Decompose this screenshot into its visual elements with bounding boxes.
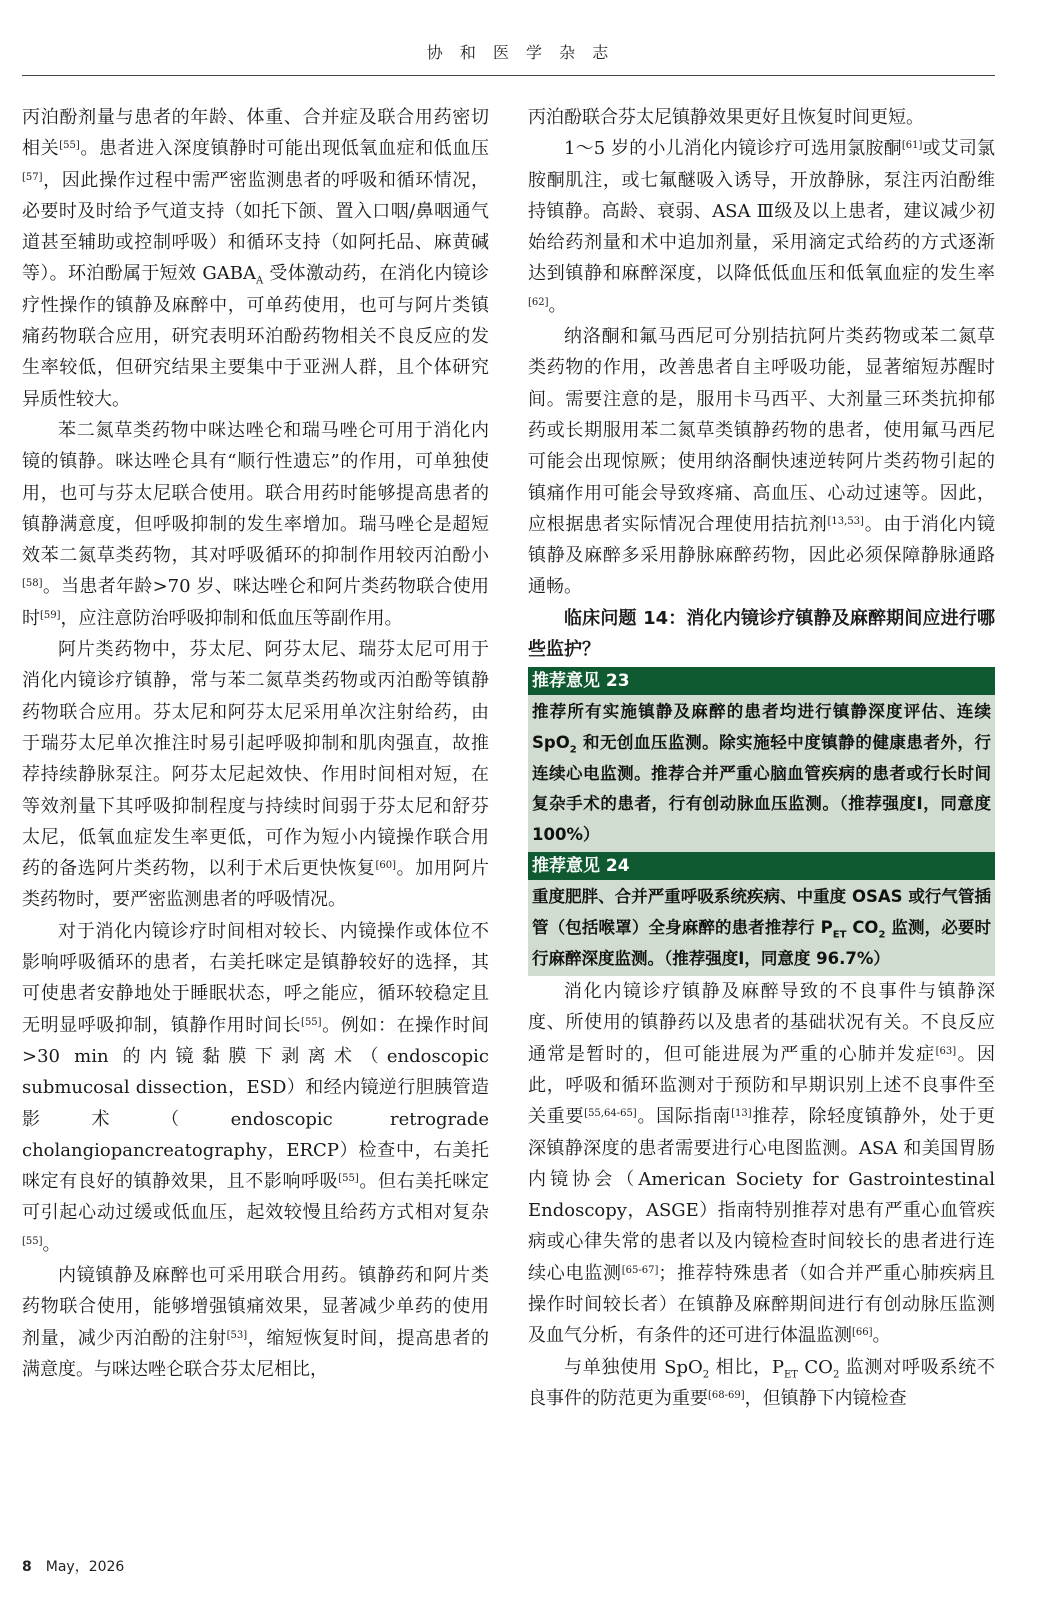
- paragraph: 消化内镜诊疗镇静及麻醉导致的不良事件与镇静深度、所使用的镇静药以及患者的基础状况有关。不良反应通常是暂时的，但可能进展为严重的心肺并发症[63]。因此，呼吸和循环监测对于预防和早期识别上述不良事件至关重要[55,64-65]。国际指南[13]推荐，除轻度镇静外，处于更深镇静深度的患者需要进行心电图监测。ASA 和美国胃肠内镜协会（American Society for Gastrointestinal Endoscopy，ASGE）指南特别推荐对患有严重心血管疾病或心律失常的患者以及内镜检查时间较长的患者进行连续心电监测[65-67]；推荐特殊患者（如合并严重心肺疾病且操作时间较长者）在镇静及麻醉期间进行有创动脉压监测及血气分析，有条件的还可进行体温监测[66]。: [528, 981, 996, 1347]
- citation: [57]: [22, 171, 43, 183]
- recommendation-23-text: 推荐所有实施镇静及麻醉的患者均进行镇静深度评估、连续 SpO$_2$ 和无创血压监测。除实施轻中度镇静的健康患者外，行连续心电监测。推荐合并严重心脑血管疾病的患者或行长时间复杂手术的患者，行有创动脉血压监测。（推荐强度Ⅰ，同意度 100%）: [528, 695, 995, 852]
- paragraph: 丙泊酚剂量与患者的年龄、体重、合并症及联合用药密切相关[55]。患者进入深度镇静时可能出现低氧血症和低血压[57]，因此操作过程中需严密监测患者的呼吸和循环情况，必要时及时给予气道支持（如托下颌、置入口咽/鼻咽通气道甚至辅助或控制呼吸）和循环支持（如阿托品、麻黄碱等）。环泊酚属于短效 $GABA_A$ 受体激动药，在消化内镜诊疗性操作的镇静及麻醉中，可单药使用，也可与阿片类镇痛药物联合应用，研究表明环泊酚药物相关不良反应的发生率较低，但研究结果主要集中于亚洲人群，且个体研究异质性较大。: [22, 107, 490, 410]
- page-footer: [22, 1556, 124, 1576]
- paragraph: 对于消化内镜诊疗时间相对较长、内镜操作或体位不影响呼吸循环的患者，右美托咪定是镇静较好的选择，其可使患者安静地处于睡眠状态，呼之能应，循环较稳定且无明显呼吸抑制，镇静作用时间长[55]。例如：在操作时间>30 min 的内镜黏膜下剥离术（endoscopic submucosal dissection，ESD）和经内镜逆行胆胰管造影术（endoscopic retrograde cholangiopancreatography，ERCP）检查中，右美托咪定有良好的镇静效果，且不影响呼吸[55]。但右美托咪定可引起心动过缓或低血压，起效较慢且给药方式相对复杂[55]。: [22, 920, 490, 1255]
- citation: [61]: [901, 140, 923, 152]
- citation: [53]: [226, 1329, 248, 1341]
- citation: [62]: [528, 296, 549, 308]
- page-number: 8: [22, 1559, 32, 1575]
- citation: [59]: [40, 609, 61, 621]
- citation: [63]: [935, 1045, 957, 1057]
- paragraph: 丙泊酚联合芬太尼镇静效果更好且恢复时间更短。: [528, 107, 924, 128]
- recommendation-24-text: 重度肥胖、合并严重呼吸系统疾病、中重度 OSAS 或行气管插管（包括喉罩）全身麻醉的患者推荐行 $P_{ET}$ $CO_2$ 监测，必要时行麻醉深度监测。（推荐强度Ⅰ，同意度 96.7%）: [528, 880, 995, 976]
- journal-title: 协 和 医 学 杂 志: [426, 43, 615, 62]
- citation: [13,53]: [827, 515, 864, 527]
- citation: [55]: [301, 1016, 322, 1028]
- recommendation-23-title: 推荐意见 23: [528, 667, 995, 695]
- paragraph: 阿片类药物中，芬太尼、阿芬太尼、瑞芬太尼可用于消化内镜诊疗镇静，常与苯二氮草类药物或丙泊酚等镇静药物联合应用。芬太尼和阿芬太尼采用单次注射给药，由于瑞芬太尼单次推注时易引起呼吸抑制和肌肉强直，故推荐持续静脉泵注。阿芬太尼起效快、作用时间相对短，在等效剂量下其呼吸抑制程度与持续时间弱于芬太尼和舒芬太尼，低氧血症发生率更低，可作为短小内镜操作联合用药的备选阿片类药物，以利于术后更快恢复[60]。加用阿片类药物时，要严密监测患者的呼吸情况。: [22, 639, 489, 911]
- recommendation-23-box: [528, 667, 995, 852]
- right-column: [528, 102, 995, 1414]
- citation: [13]: [731, 1108, 752, 1120]
- recommendation-24-title: 推荐意见 24: [528, 852, 995, 880]
- paragraph: 苯二氮草类药物中咪达唑仑和瑞马唑仑可用于消化内镜的镇静。咪达唑仑具有“顺行性遗忘”的作用，可单独使用，也可与芬太尼联合使用。联合用药时能够提高患者的镇静满意度，但呼吸抑制的发生率增加。瑞马唑仑是超短效苯二氮草类药物，其对呼吸循环的抑制作用较丙泊酚小[58]。当患者年龄>70 岁、咪达唑仑和阿片类药物联合使用时[59]，应注意防治呼吸抑制和低血压等副作用。: [22, 419, 489, 629]
- paragraph: 与单独使用 SpO$_2$ 相比，$P_{ET}$ $CO_2$ 监测对呼吸系统不良事件的防范更为重要[68-69]，但镇静下内镜检查: [528, 1356, 995, 1409]
- left-column: [22, 102, 489, 1385]
- issue-date: May，2026: [45, 1559, 125, 1575]
- paragraph: 内镜镇静及麻醉也可采用联合用药。镇静药和阿片类药物联合使用，能够增强镇痛效果，显著减少单药的使用剂量，减少丙泊酚的注射[53]，缩短恢复时间，提高患者的满意度。与咪达唑仑联合芬太尼相比，: [22, 1264, 490, 1380]
- citation: [55,64-65]: [584, 1108, 637, 1120]
- clinical-question-heading: 临床问题 14：消化内镜诊疗镇静及麻醉期间应进行哪些监护？: [528, 607, 995, 661]
- paragraph: 1～5 岁的小儿消化内镜诊疗可选用氯胺酮[61]或艾司氯胺酮肌注，或七氟醚吸入诱导，开放静脉，泵注丙泊酚维持镇静。高龄、衰弱、ASA Ⅲ级及以上患者，建议减少初始给药剂量和术中追加剂量，采用滴定式给药的方式逐渐达到镇静和麻醉深度，以降低低血压和低氧血症的发生率[62]。: [528, 138, 996, 316]
- citation: [55]: [338, 1173, 359, 1185]
- recommendation-24-box: [528, 852, 995, 976]
- citation: [65-67]: [621, 1264, 659, 1276]
- citation: [55]: [22, 1235, 43, 1247]
- citation: [55]: [59, 140, 80, 152]
- paragraph: 纳洛酮和氟马西尼可分别拮抗阿片类药物或苯二氮草类药物的作用，改善患者自主呼吸功能，显著缩短苏醒时间。需要注意的是，服用卡马西平、大剂量三环类抗抑郁药或长期服用苯二氮草类镇静药物的患者，使用氟马西尼可能会出现惊厥；使用纳洛酮快速逆转阿片类药物引起的镇痛作用可能会导致疼痛、高血压、心动过速等。因此，应根据患者实际情况合理使用拮抗剂[13,53]。由于消化内镜镇静及麻醉多采用静脉麻醉药物，因此必须保障静脉通路通畅。: [528, 326, 996, 598]
- citation: [60]: [375, 860, 396, 872]
- citation: [58]: [22, 578, 43, 590]
- header-rule: [22, 75, 995, 76]
- citation: [68-69]: [708, 1389, 745, 1401]
- citation: [66]: [852, 1327, 873, 1339]
